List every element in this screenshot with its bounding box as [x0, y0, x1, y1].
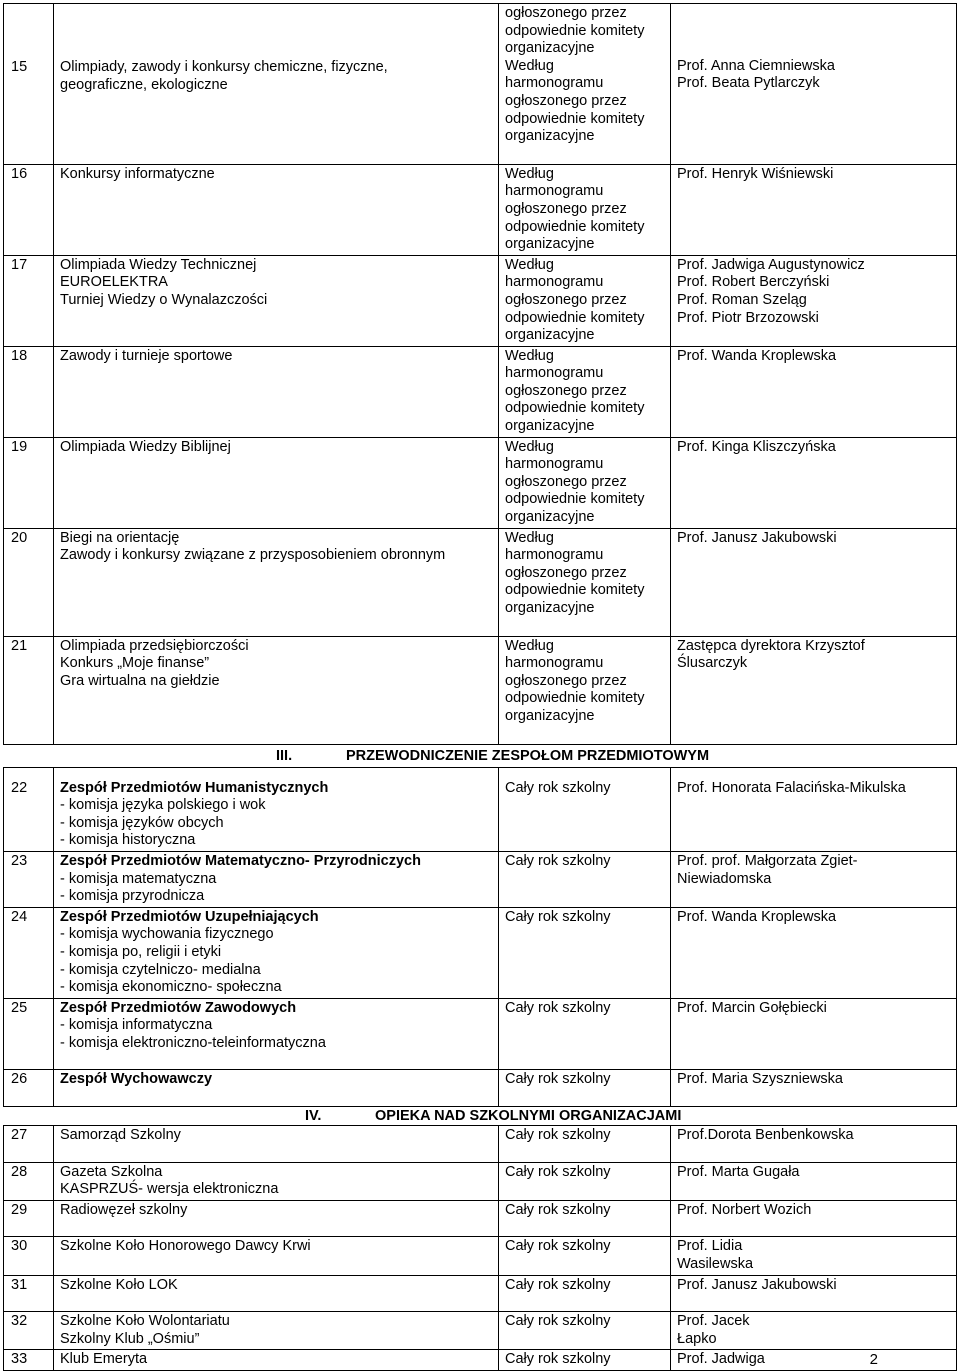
cell-line: odpowiednie komitety [505, 218, 645, 235]
event-cell [54, 528, 499, 636]
cell-line: Radiowęzeł szkolny [60, 1201, 188, 1218]
cell-line: - komisja matematyczna [60, 870, 217, 887]
organization-cell [54, 1275, 499, 1312]
schedule-cell: Cały rok szkolny [499, 1350, 671, 1371]
team-title: Zespół Wychowawczy [60, 1071, 213, 1088]
event-cell [54, 636, 499, 744]
team-cell [54, 851, 499, 907]
cell-line: KASPRZUŚ- wersja elektroniczna [60, 1181, 279, 1198]
row-number: 29 [4, 1200, 54, 1237]
responsible-cell [671, 998, 957, 1070]
cell-line: odpowiednie komitety [505, 110, 645, 127]
cell-line: odpowiednie komitety [505, 491, 645, 508]
cell-line: ogłoszonego przez [505, 672, 627, 689]
table-row [4, 1275, 957, 1312]
table-row [4, 1200, 957, 1237]
cell-line: Ślusarczyk [677, 655, 748, 672]
cell-line: - komisja historyczna [60, 832, 196, 849]
cell-line: odpowiednie komitety [505, 690, 645, 707]
responsible-cell [671, 1350, 957, 1371]
responsible-cell [671, 4, 957, 165]
table-row [4, 1350, 957, 1371]
responsible-cell [671, 1275, 957, 1312]
table-row [4, 164, 957, 255]
cell-line: ogłoszonego przez [505, 291, 627, 308]
cell-line: Prof. Robert Berczyński [677, 274, 830, 291]
organizations-table [3, 1125, 957, 1371]
cell-line [677, 40, 950, 58]
cell-line: Prof. Lidia [677, 1238, 743, 1255]
schedule-cell [499, 636, 671, 744]
cell-line: ogłoszonego przez [505, 564, 627, 581]
cell-line: Prof. Henryk Wiśniewski [677, 165, 834, 182]
cell-line: Gazeta Szkolna [60, 1163, 163, 1180]
schedule-cell [499, 437, 671, 528]
cell-line: - komisja informatyczna [60, 1017, 213, 1034]
team-cell [54, 998, 499, 1070]
schedule-cell: Cały rok szkolny [499, 1162, 671, 1200]
cell-line: Zastępca dyrektora Krzysztof [677, 637, 865, 654]
responsible-cell [671, 767, 957, 851]
cell-line: organizacyjne [505, 509, 595, 526]
team-title: Zespół Przedmiotów Humanistycznych [60, 779, 329, 796]
cell-line: organizacyjne [505, 128, 595, 145]
cell-line: - komisja czytelniczo- medialna [60, 961, 261, 978]
table-row [4, 437, 957, 528]
cell-line: - komisja języka polskiego i wok [60, 797, 266, 814]
responsible-cell [671, 164, 957, 255]
cell-line: Niewiadomska [677, 870, 772, 887]
section-4-header [3, 1107, 956, 1125]
cell-line: EUROELEKTRA [60, 274, 168, 291]
row-number: 24 [4, 907, 54, 998]
cell-line: Według [505, 57, 554, 74]
table-row [4, 1312, 957, 1350]
cell-line: - komisja ekonomiczno- społeczna [60, 979, 282, 996]
schedule-cell [499, 528, 671, 636]
cell-line: Biegi na orientację [60, 529, 180, 546]
table-row [4, 346, 957, 437]
cell-line: Gra wirtualna na giełdzie [60, 672, 220, 689]
organization-cell [54, 1312, 499, 1350]
row-number: 32 [4, 1312, 54, 1350]
responsible-cell [671, 255, 957, 346]
responsible-cell [671, 636, 957, 744]
cell-line: Według [505, 256, 554, 273]
row-number: 26 [4, 1070, 54, 1107]
schedule-cell: Cały rok szkolny [499, 1200, 671, 1237]
section-3-header [3, 745, 956, 767]
cell-line: harmonogramu [505, 456, 604, 473]
responsible-cell [671, 907, 957, 998]
schedule-cell [499, 164, 671, 255]
cell-line: Prof. Marta Gugała [677, 1163, 800, 1180]
document-page [3, 3, 956, 1371]
section-4-numeral: IV. [305, 1108, 322, 1125]
schedule-cell [499, 4, 671, 165]
schedule-cell [499, 346, 671, 437]
cell-line: Według [505, 347, 554, 364]
cell-line: - komisja wychowania fizycznego [60, 926, 274, 943]
section-4-title: OPIEKA NAD SZKOLNYMI ORGANIZACJAMI [375, 1108, 682, 1125]
cell-line: Olimpiada przedsiębiorczości [60, 637, 249, 654]
cell-line: - komisja elektroniczno-teleinformatyczna [60, 1034, 326, 1051]
cell-line: Prof. Norbert Wozich [677, 1201, 812, 1218]
table-row [4, 1237, 957, 1275]
cell-line [677, 5, 950, 23]
table-row [4, 1126, 957, 1163]
cell-line: Prof. Jadwiga Augustynowicz [677, 256, 865, 273]
row-number: 19 [4, 437, 54, 528]
cell-line: - komisja języków obcych [60, 814, 224, 831]
organization-cell [54, 1350, 499, 1371]
cell-line: Według [505, 165, 554, 182]
cell-line: odpowiednie komitety [505, 400, 645, 417]
cell-line: Szkolne Koło LOK [60, 1276, 178, 1293]
cell-line: Szkolne Koło Honorowego Dawcy Krwi [60, 1238, 311, 1255]
organization-cell [54, 1200, 499, 1237]
row-number: 28 [4, 1162, 54, 1200]
cell-line: ogłoszonego przez [505, 92, 627, 109]
cell-line: Konkursy informatyczne [60, 165, 215, 182]
cell-line: Olimpiada Wiedzy Technicznej [60, 256, 257, 273]
table-row [4, 767, 957, 851]
cell-line: Prof. Piotr Brzozowski [677, 309, 819, 326]
team-title: Zespół Przedmiotów Uzupełniających [60, 908, 319, 925]
cell-line: Prof.Dorota Benbenkowska [677, 1127, 854, 1144]
cell-line: organizacyjne [505, 327, 595, 344]
row-number: 18 [4, 346, 54, 437]
cell-line: Prof. Jadwiga [677, 1351, 765, 1368]
row-number: 21 [4, 636, 54, 744]
schedule-cell: Cały rok szkolny [499, 851, 671, 907]
cell-line: Prof. Kinga Kliszczyńska [677, 438, 836, 455]
table-row [4, 636, 957, 744]
cell-line: Prof. Jacek [677, 1313, 750, 1330]
row-number: 33 [4, 1350, 54, 1371]
organization-cell [54, 1237, 499, 1275]
responsible-cell [671, 437, 957, 528]
cell-line: Prof. Wanda Kroplewska [677, 347, 837, 364]
responsible-cell [671, 528, 957, 636]
row-number: 16 [4, 164, 54, 255]
table-row [4, 998, 957, 1070]
page-number: 2 [869, 1351, 878, 1368]
cell-line: Konkurs „Moje finanse” [60, 655, 210, 672]
section-3-title: PRZEWODNICZENIE ZESPOŁOM PRZEDMIOTOWYM [346, 747, 710, 764]
row-number: 27 [4, 1126, 54, 1163]
subject-teams-table [3, 767, 957, 1108]
cell-line: Prof. Roman Szeląg [677, 291, 807, 308]
cell-line: ogłoszonego przez [505, 473, 627, 490]
events-table [3, 3, 957, 745]
schedule-cell: Cały rok szkolny [499, 1126, 671, 1163]
schedule-cell: Cały rok szkolny [499, 998, 671, 1070]
cell-line: organizacyjne [505, 236, 595, 253]
cell-line: Olimpiada Wiedzy Biblijnej [60, 438, 231, 455]
schedule-cell: Cały rok szkolny [499, 1312, 671, 1350]
schedule-cell: Cały rok szkolny [499, 1275, 671, 1312]
responsible-cell [671, 1200, 957, 1237]
team-cell [54, 767, 499, 851]
responsible-cell [671, 1070, 957, 1107]
table-row [4, 851, 957, 907]
row-number: 15 [4, 4, 54, 165]
cell-line: Prof. Maria Szyszniewska [677, 1071, 843, 1088]
cell-line: odpowiednie komitety [505, 582, 645, 599]
cell-line: Wasilewska [677, 1256, 754, 1273]
cell-line: Szkolne Koło Wolontariatu [60, 1313, 230, 1330]
table-row [4, 4, 957, 165]
cell-line: Prof. Anna Ciemniewska [677, 57, 835, 74]
row-number: 22 [4, 767, 54, 851]
cell-line: Prof. Janusz Jakubowski [677, 529, 837, 546]
cell-line: Zawody i turnieje sportowe [60, 347, 233, 364]
cell-line: Według [505, 438, 554, 455]
cell-line: ogłoszonego przez [505, 382, 627, 399]
cell-line: Turniej Wiedzy o Wynalazczości [60, 291, 268, 308]
responsible-cell [671, 1312, 957, 1350]
cell-line: ogłoszonego przez [505, 5, 627, 21]
organization-cell [54, 1126, 499, 1163]
cell-line: - komisja przyrodnicza [60, 888, 205, 905]
responsible-cell [671, 851, 957, 907]
row-number: 31 [4, 1275, 54, 1312]
cell-line: ogłoszonego przez [505, 200, 627, 217]
event-cell [54, 346, 499, 437]
event-cell [54, 255, 499, 346]
cell-line: Łapko [677, 1330, 717, 1347]
cell-line: organizacyjne [505, 600, 595, 616]
cell-line: Prof. Marcin Gołębiecki [677, 999, 827, 1016]
responsible-cell [671, 1237, 957, 1275]
team-cell [54, 1070, 499, 1107]
cell-line: harmonogramu [505, 75, 604, 92]
section-3-numeral: III. [276, 747, 293, 764]
row-number: 30 [4, 1237, 54, 1275]
organization-cell [54, 1162, 499, 1200]
cell-line: odpowiednie komitety [505, 309, 645, 326]
row-number: 25 [4, 998, 54, 1070]
cell-line: harmonogramu [505, 274, 604, 291]
cell-line: Prof. Janusz Jakubowski [677, 1276, 837, 1293]
cell-line: Zawody i konkursy związane z przysposobieniem obronnym [60, 547, 446, 564]
cell-line [677, 23, 950, 41]
cell-line: harmonogramu [505, 547, 604, 564]
schedule-cell: Cały rok szkolny [499, 907, 671, 998]
row-number: 20 [4, 528, 54, 636]
event-cell [54, 4, 499, 165]
event-cell [54, 437, 499, 528]
cell-line: Według [505, 637, 554, 654]
cell-line: harmonogramu [505, 183, 604, 200]
cell-line: Klub Emeryta [60, 1351, 148, 1368]
schedule-cell: Cały rok szkolny [499, 767, 671, 851]
cell-line: Prof. Honorata Falacińska-Mikulska [677, 779, 906, 796]
responsible-cell [671, 1162, 957, 1200]
row-number: 17 [4, 255, 54, 346]
team-title: Zespół Przedmiotów Zawodowych [60, 999, 297, 1016]
table-row [4, 907, 957, 998]
event-cell [54, 164, 499, 255]
table-row [4, 1162, 957, 1200]
schedule-cell: Cały rok szkolny [499, 1070, 671, 1107]
table-row [4, 255, 957, 346]
cell-line: Prof. prof. Małgorzata Zgiet- [677, 852, 858, 869]
cell-line: organizacyjne [505, 707, 595, 724]
responsible-cell [671, 1126, 957, 1163]
table-row [4, 528, 957, 636]
team-cell [54, 907, 499, 998]
schedule-cell [499, 255, 671, 346]
table-row [4, 1070, 957, 1107]
cell-line: harmonogramu [505, 655, 604, 672]
cell-line: Szkolny Klub „Ośmiu” [60, 1330, 200, 1347]
cell-line: Olimpiady, zawody i konkursy chemiczne, fizyczne, [60, 59, 388, 75]
row-number: 23 [4, 851, 54, 907]
cell-line: geograficzne, ekologiczne [60, 76, 228, 93]
cell-line: Prof. Beata Pytlarczyk [677, 75, 820, 92]
team-title: Zespół Przedmiotów Matematyczno- Przyrodniczych [60, 852, 421, 869]
responsible-cell [671, 346, 957, 437]
cell-line: Według [505, 529, 554, 546]
cell-line: Prof. Wanda Kroplewska [677, 908, 837, 925]
cell-line: organizacyjne [505, 418, 595, 435]
cell-line: odpowiednie komitety [505, 22, 645, 39]
cell-line: organizacyjne [505, 40, 595, 57]
cell-line: Samorząd Szkolny [60, 1127, 181, 1144]
schedule-cell: Cały rok szkolny [499, 1237, 671, 1275]
cell-line: harmonogramu [505, 365, 604, 382]
cell-line: - komisja po, religii i etyki [60, 943, 222, 960]
